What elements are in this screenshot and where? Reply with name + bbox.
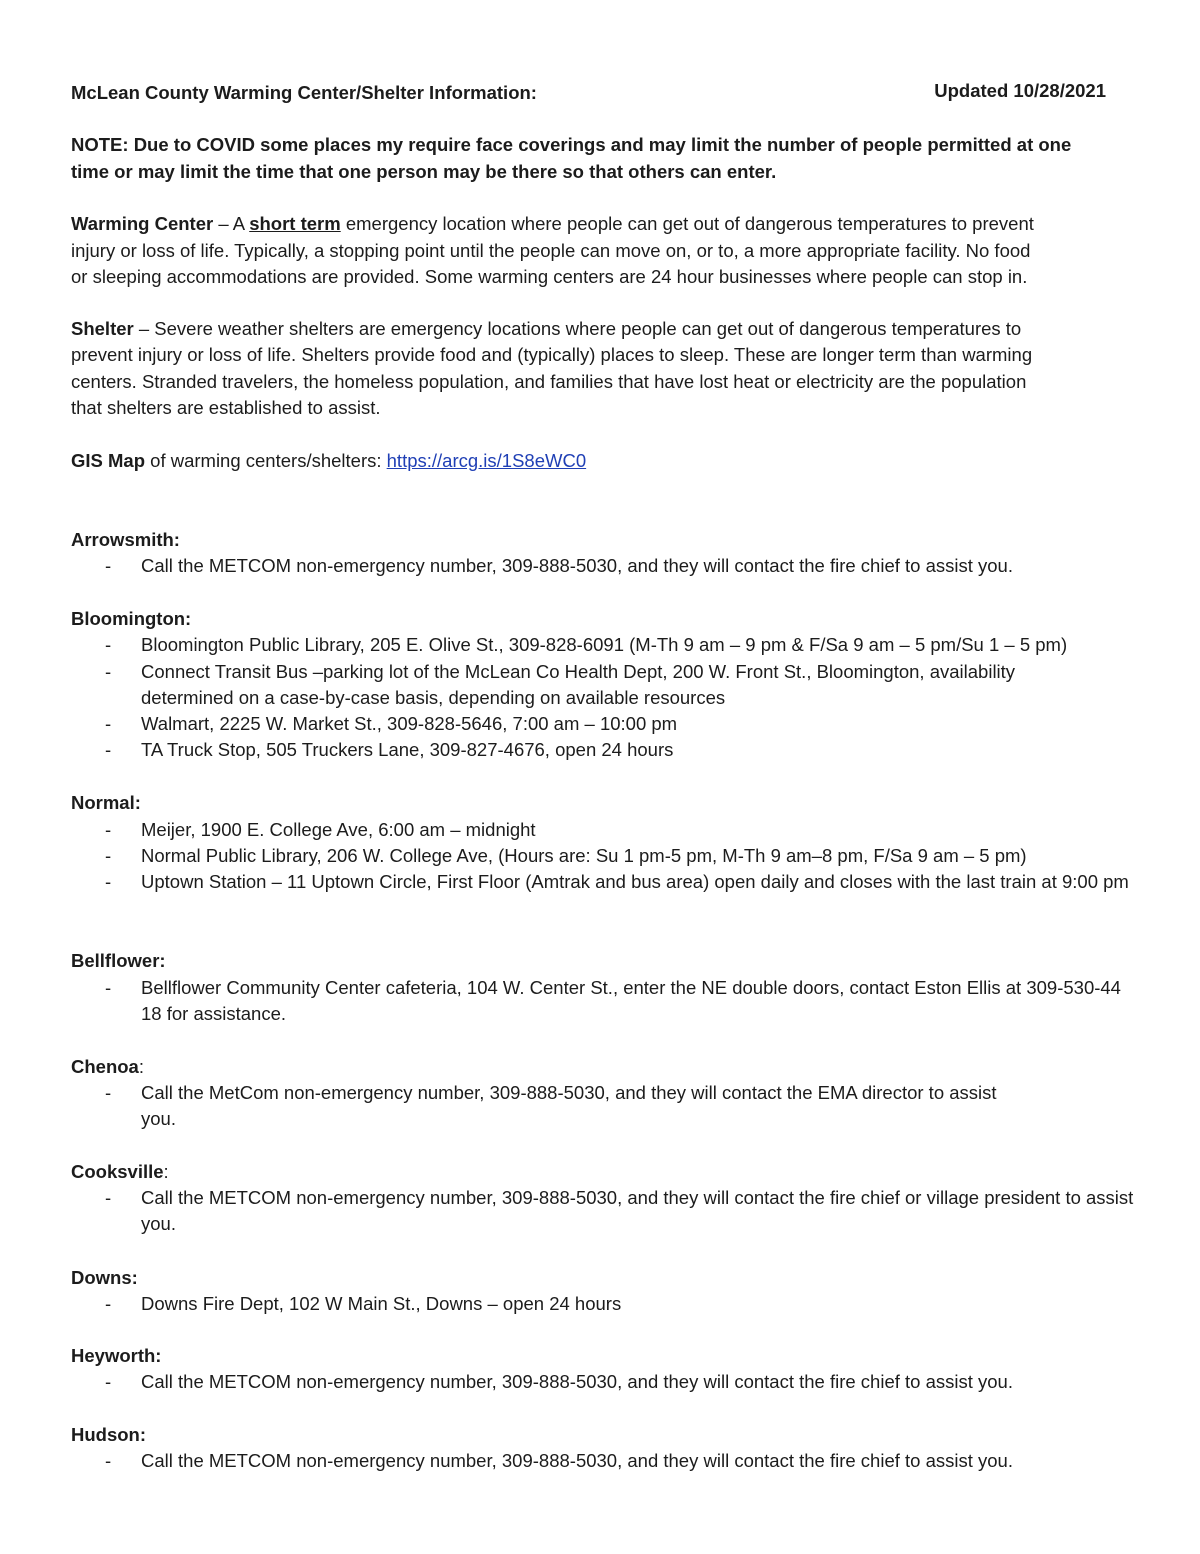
shelter-line-2: prevent injury or loss of life. Shelters provide food and (typically) places to sleep. These are longer term than warming <box>71 344 1033 365</box>
list-item-text: Bloomington Public Library, 205 E. Olive St., 309-828-6091 (M-Th 9 am – 9 pm & F/Sa 9 am – 5 pm/Su 1 – 5 pm) <box>141 634 1068 655</box>
list-item-text: Normal Public Library, 206 W. College Ave, (Hours are: Su 1 pm-5 pm, M-Th 9 am–8 pm, F/Sa 9 am – 5 pm) <box>141 845 1027 866</box>
warming-center-definition <box>71 211 1140 237</box>
bullet-dash: - <box>105 661 112 682</box>
list-item-text: Call the METCOM non-emergency number, 309-888-5030, and they will contact the fire chief to assist you. <box>141 1371 1013 1392</box>
list-item-text: Call the METCOM non-emergency number, 309-888-5030, and they will contact the fire chief or village president to assist you. <box>141 1187 1134 1235</box>
list-item-text: Connect Transit Bus –parking lot of the McLean Co Health Dept, 200 W. Front St., Bloomington, availability determined on a case-by-case basis, depending on available resources <box>141 661 1016 709</box>
bullet-dash: - <box>105 845 112 866</box>
bullet-dash: - <box>105 739 112 760</box>
list-item-text: Call the METCOM non-emergency number, 309-888-5030, and they will contact the fire chief to assist you. <box>141 555 1013 576</box>
list-item-text: Downs Fire Dept, 102 W Main St., Downs – open 24 hours <box>141 1293 622 1314</box>
list-item-text: Walmart, 2225 W. Market St., 309-828-5646, 7:00 am – 10:00 pm <box>141 713 678 734</box>
gis-map-label: GIS Map <box>71 450 146 471</box>
shelter-line-1: – Severe weather shelters are emergency locations where people can get out of dangerous temperatures to <box>133 318 1022 339</box>
shelter-line-3: centers. Stranded travelers, the homeless population, and families that have lost heat or electricity are the population <box>71 371 1027 392</box>
gis-map-text: of warming centers/shelters: <box>145 450 387 471</box>
shelter-definition <box>71 316 1140 342</box>
bullet-dash: - <box>105 555 112 576</box>
warming-dash: – A <box>213 213 250 234</box>
town-heading-chenoa <box>71 1054 144 1080</box>
bullet-dash: - <box>105 977 112 998</box>
bullet-dash: - <box>105 1450 112 1471</box>
bullet-dash: - <box>105 1293 112 1314</box>
document-title: McLean County Warming Center/Shelter Information: <box>71 82 537 103</box>
warming-line-1: emergency location where people can get out of dangerous temperatures to prevent <box>340 213 1034 234</box>
short-term-emphasis: short term <box>249 213 341 234</box>
town-heading-bloomington: Bloomington: <box>71 608 192 629</box>
list-item-text: Call the METCOM non-emergency number, 309-888-5030, and they will contact the fire chief to assist you. <box>141 1450 1013 1471</box>
bullet-dash: - <box>105 1082 112 1103</box>
bullet-dash: - <box>105 713 112 734</box>
town-heading-bellflower: Bellflower: <box>71 950 166 971</box>
town-colon: : <box>138 1056 144 1077</box>
bullet-dash: - <box>105 1371 112 1392</box>
town-name: Cooksville <box>71 1161 164 1182</box>
town-heading-hudson: Hudson: <box>71 1424 147 1445</box>
warming-center-term: Warming Center <box>71 213 214 234</box>
town-heading-normal: Normal: <box>71 792 141 813</box>
list-item-text: TA Truck Stop, 505 Truckers Lane, 309-827-4676, open 24 hours <box>141 739 674 760</box>
town-heading-cooksville <box>71 1159 169 1185</box>
shelter-line-4: that shelters are established to assist. <box>71 397 381 418</box>
town-colon: : <box>163 1161 169 1182</box>
bullet-dash: - <box>105 634 112 655</box>
warming-line-3: or sleeping accommodations are provided. Some warming centers are 24 hour businesses where people can stop in. <box>71 266 1028 287</box>
list-item-text: Uptown Station – 11 Uptown Circle, First Floor (Amtrak and bus area) open daily and closes with the last train at 9:00 pm <box>141 871 1129 892</box>
warming-line-2: injury or loss of life. Typically, a stopping point until the people can move on, or to, a more appropriate facility. No food <box>71 240 1031 261</box>
gis-map-line <box>71 448 1140 474</box>
town-heading-arrowsmith: Arrowsmith: <box>71 529 180 550</box>
town-heading-heyworth: Heyworth: <box>71 1345 162 1366</box>
covid-note-line-2: time or may limit the time that one person may be there so that others can enter. <box>71 161 777 182</box>
list-item-text: Meijer, 1900 E. College Ave, 6:00 am – midnight <box>141 819 536 840</box>
town-name: Chenoa <box>71 1056 139 1077</box>
shelter-term: Shelter <box>71 318 134 339</box>
town-heading-downs: Downs: <box>71 1267 138 1288</box>
bullet-dash: - <box>105 1187 112 1208</box>
list-item-text: Bellflower Community Center cafeteria, 104 W. Center St., enter the NE double doors, contact Eston Ellis at 309-530-4418 for assistance. <box>141 977 1121 1025</box>
gis-map-link[interactable]: https://arcg.is/1S8eWC0 <box>386 450 587 471</box>
covid-note-line-1: NOTE: Due to COVID some places my require face coverings and may limit the number of people permitted at one <box>71 134 1072 155</box>
updated-date: Updated 10/28/2021 <box>934 80 1106 101</box>
list-item-text: Call the MetCom non-emergency number, 309-888-5030, and they will contact the EMA director to assist you. <box>141 1082 997 1130</box>
bullet-dash: - <box>105 871 112 892</box>
bullet-dash: - <box>105 819 112 840</box>
